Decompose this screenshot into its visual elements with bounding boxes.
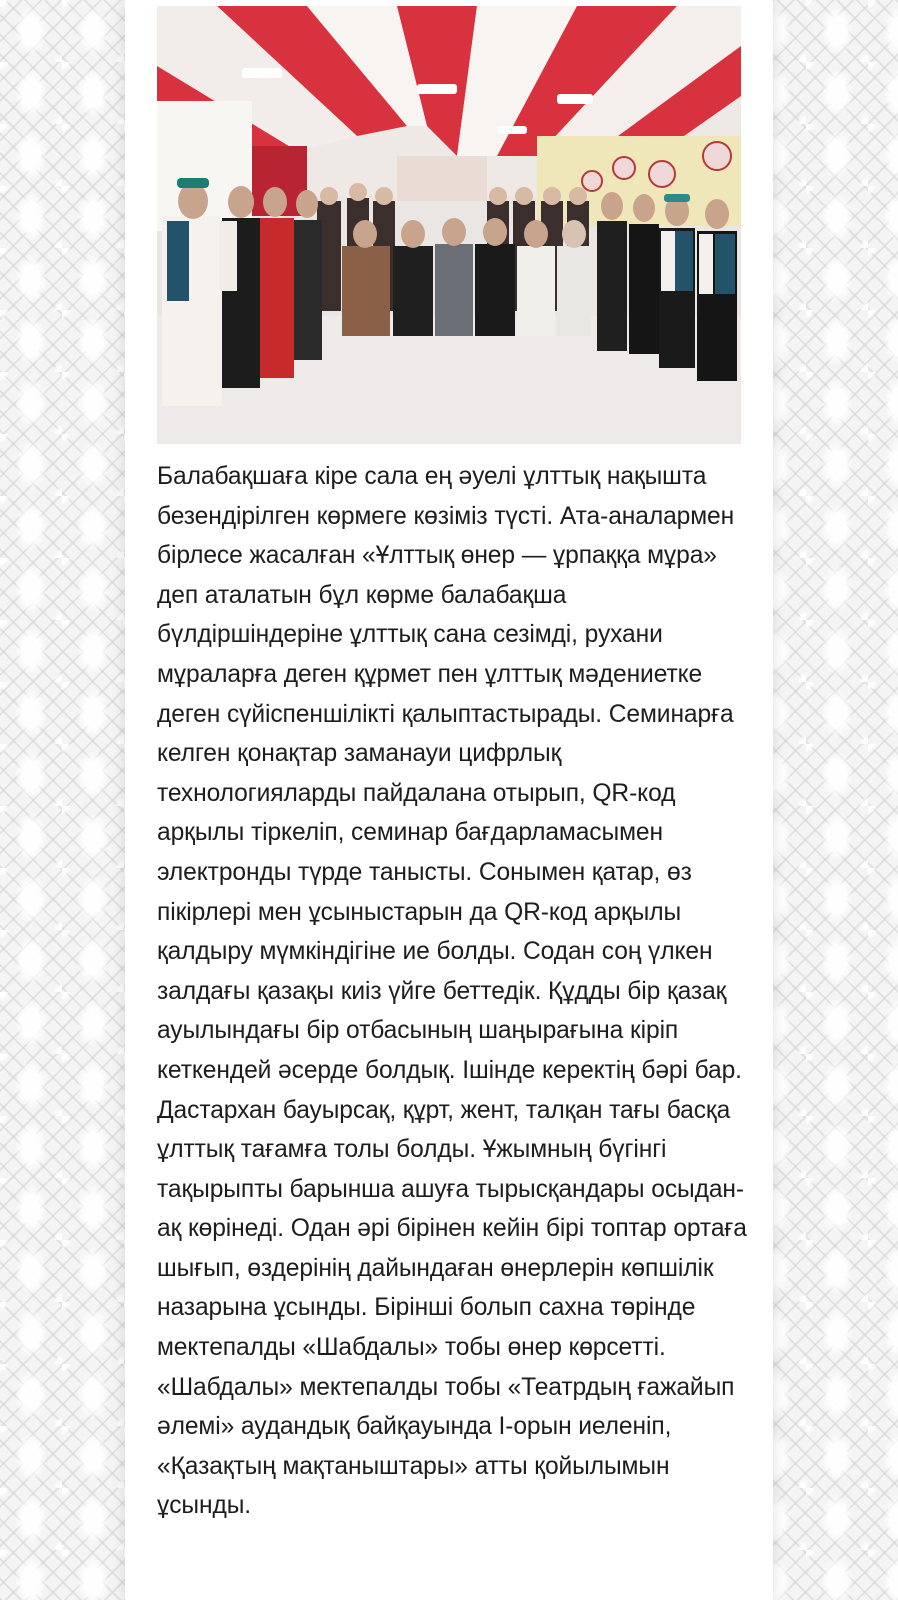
article-photo	[157, 6, 741, 444]
group-photo-image	[157, 6, 741, 444]
article-card	[125, 0, 773, 1600]
article-body-text: Балабақшаға кіре сала ең әуелі ұлттық нақышта безендірілген көрмеге көзіміз түсті. Ата-аналармен бірлесе жасалған «Ұлттық өнер — ұрпаққа мұра» деп аталатын бұл көрме балабақша бүлдіршіндеріне ұлттық сана сезімді, рухани мұраларға деген құрмет пен ұлттық мәдениетке деген сүйіспеншілікті қалыптастырады. Семинарға келген қонақтар заманауи цифрлық технологияларды пайдалана отырып, QR-код арқылы тіркеліп, семинар бағдарламасымен электронды түрде танысты. Сонымен қатар, өз пікірлері мен ұсыныстарын да QR-код арқылы қалдыру мүмкіндігіне ие болды. Содан соң үлкен залдағы қазақы киіз үйге беттедік. Құдды бір қазақ ауылындағы бір отбасының шаңырағына кіріп кеткендей әсерде болдық. Ішінде керектің бәрі бар. Дастархан бауырсақ, құрт, жент, талқан тағы басқа ұлттық тағамға толы болды. Ұжымның бүгінгі тақырыпты барынша ашуға тырысқандары осыдан-ақ көрінеді. Одан әрі бірінен кейін бірі топтар ортаға шығып, өздерінің дайындаған өнерлерін көпшілік назарына ұсынды. Бірінші болып сахна төрінде мектепалды «Шабдалы» тобы өнер көрсетті. «Шабдалы» мектепалды тобы «Театрдың ғажайып әлемі» аудандық байқауында І-орын иеленіп, «Қазақтың мақтаныштары» атты қойылымын ұсынды.	[157, 463, 747, 1520]
